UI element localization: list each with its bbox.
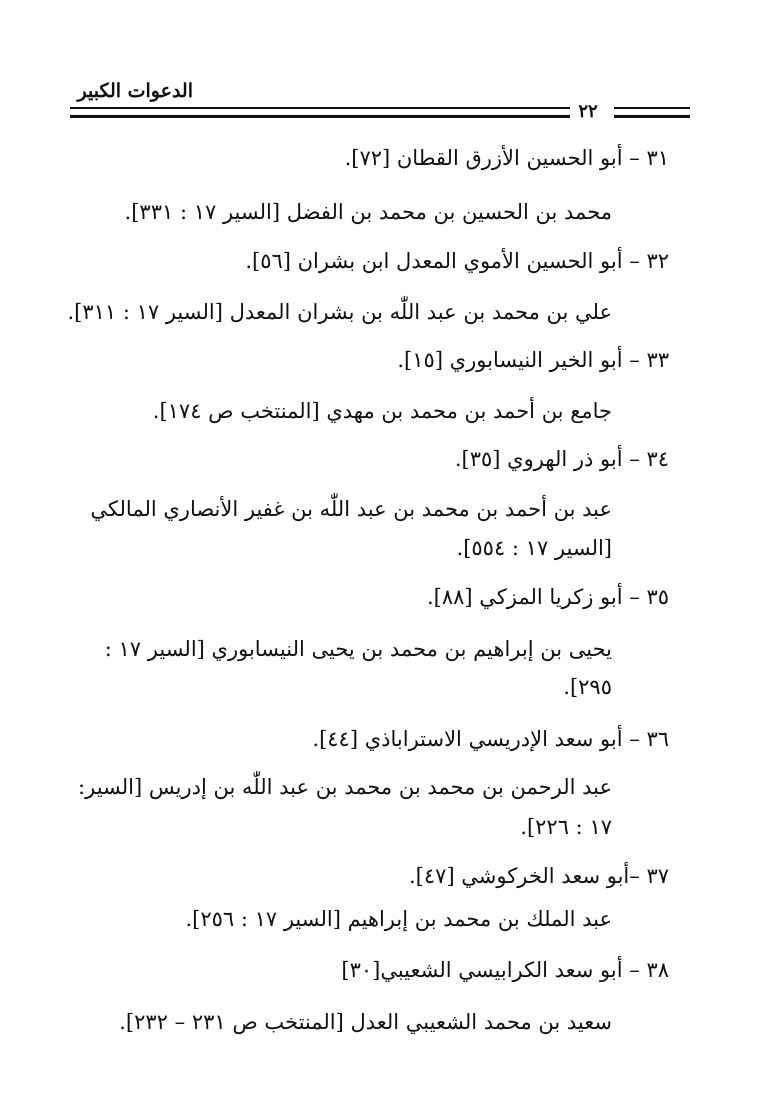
entry-35-description-line1: يحيى بن إبراهيم بن محمد بن يحيى النيسابوري [السير ١٧ : xyxy=(104,637,612,661)
entry-38-description: سعيد بن محمد الشعيبي العدل [المنتخب ص ٢٣١ – ٢٣٢]. xyxy=(119,1010,612,1034)
entry-36-description-line1: عبد الرحمن بن محمد بن محمد بن عبد اللّٰه بن إدريس [السير: xyxy=(78,775,612,799)
entry-32-description: علي بن محمد بن عبد اللّٰه بن بشران المعدل [السير ١٧ : ٣١١]. xyxy=(67,300,612,324)
header-rule-left-bottom xyxy=(70,115,570,118)
entry-35-heading: ٣٥ – أبو زكريا المزكي [٨٨]. xyxy=(426,585,669,609)
entry-34-heading: ٣٤ – أبو ذر الهروي [٣٥]. xyxy=(454,447,669,471)
page-number: ٢٢ xyxy=(578,101,598,122)
entry-33-heading: ٣٣ – أبو الخير النيسابوري [١٥]. xyxy=(397,348,669,372)
entry-34-description-line1: عبد بن أحمد بن محمد بن عبد اللّٰه بن غفير الأنصاري المالكي xyxy=(90,497,612,521)
entry-36-heading: ٣٦ – أبو سعد الإدريسي الاستراباذي [٤٤]. xyxy=(312,727,669,751)
entry-33-description: جامع بن أحمد بن محمد بن مهدي [المنتخب ص ١٧٤]. xyxy=(152,399,612,423)
entry-31-description: محمد بن الحسين بن محمد بن الفضل [السير ١٧ : ٣٣١]. xyxy=(124,200,612,224)
header-rule-left-top xyxy=(70,107,570,109)
running-header-title: الدعوات الكبير xyxy=(77,80,193,102)
entry-36-description-line2: ١٧ : ٢٢٦]. xyxy=(520,815,612,839)
entry-37-heading: ٣٧ –أبو سعد الخركوشي [٤٧]. xyxy=(409,864,669,888)
entry-32-heading: ٣٢ – أبو الحسين الأموي المعدل ابن بشران [٥٦]. xyxy=(245,249,669,273)
entry-38-heading: ٣٨ – أبو سعد الكرابيسي الشعيبي[٣٠] xyxy=(341,958,669,982)
entry-34-description-line2: [السير ١٧ : ٥٥٤]. xyxy=(456,536,612,560)
entry-37-description: عبد الملك بن محمد بن إبراهيم [السير ١٧ : ٢٥٦]. xyxy=(185,907,612,931)
entry-31-heading: ٣١ – أبو الحسين الأزرق القطان [٧٢]. xyxy=(344,146,669,170)
header-rule-right-bottom xyxy=(614,115,690,118)
entry-35-description-line2: ٢٩٥]. xyxy=(563,675,612,699)
header-rule-right-top xyxy=(614,107,690,109)
